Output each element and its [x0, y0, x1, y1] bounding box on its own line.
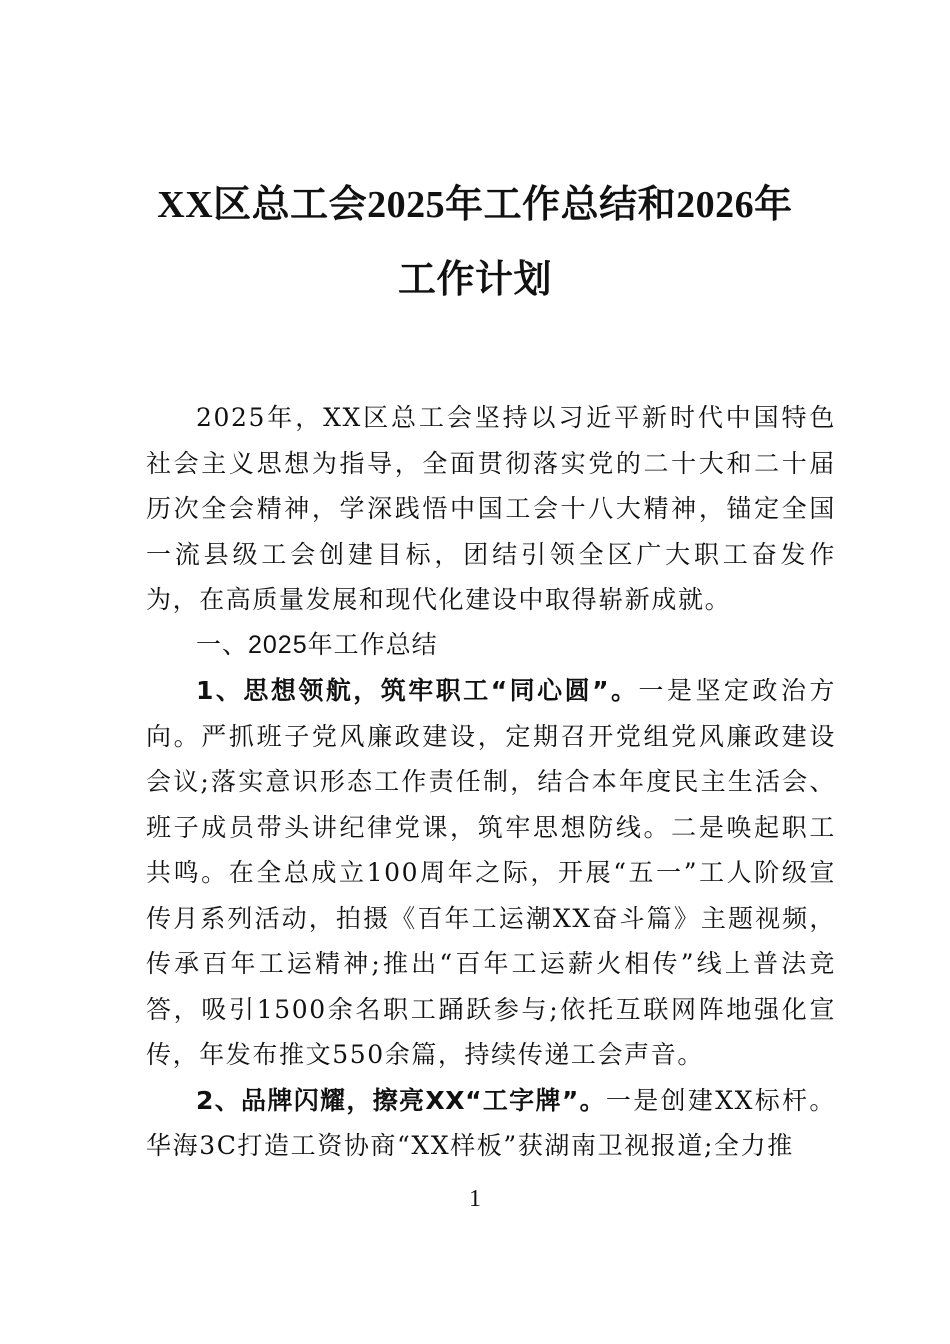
summary-item-1	[146, 668, 836, 1078]
intro-paragraph: 2025年，XX区总工会坚持以习近平新时代中国特色社会主义思想为指导，全面贯彻落实党的二十大和二十届历次全会精神，学深践悟中国工会十八大精神，锚定全国一流县级工会创建目标，团结引领全区广大职工奋发作为，在高质量发展和现代化建设中取得崭新成就。	[146, 403, 836, 614]
item-2-lead: 2、品牌闪耀，擦亮XX“工字牌”。	[196, 1085, 606, 1115]
document-title: XX区总工会2025年工作总结和2026年工作计划	[157, 184, 793, 301]
section-heading: 一、2025年工作总结	[196, 630, 438, 659]
item-1-lead: 1、思想领航，筑牢职工“同心圆”。	[196, 676, 639, 705]
summary-item-2	[146, 1078, 836, 1169]
document-body	[146, 395, 836, 1169]
page-number: 1	[469, 1186, 481, 1212]
item-2-text: 一是创建XX标杆。华海3C打造工资协商“XX样板”获湖南卫视报道;全力推	[146, 1085, 836, 1160]
item-1-text: 一是坚定政治方向。严抓班子党风廉政建设，定期召开党组党风廉政建设会议;落实意识形态工作责任制，结合本年度民主生活会、班子成员带头讲纪律党课，筑牢思想防线。二是唤起职工共鸣。在全总成立100周年之际，开展“五一”工人阶级宣传月系列活动，拍摄《百年工运潮XX奋斗篇》主题视频，传承百年工运精神;推出“百年工运薪火相传”线上普法竞答，吸引1500余名职工踊跃参与;依托互联网阵地强化宣传，年发布推文550余篇，持续传递工会声音。	[146, 676, 836, 1069]
